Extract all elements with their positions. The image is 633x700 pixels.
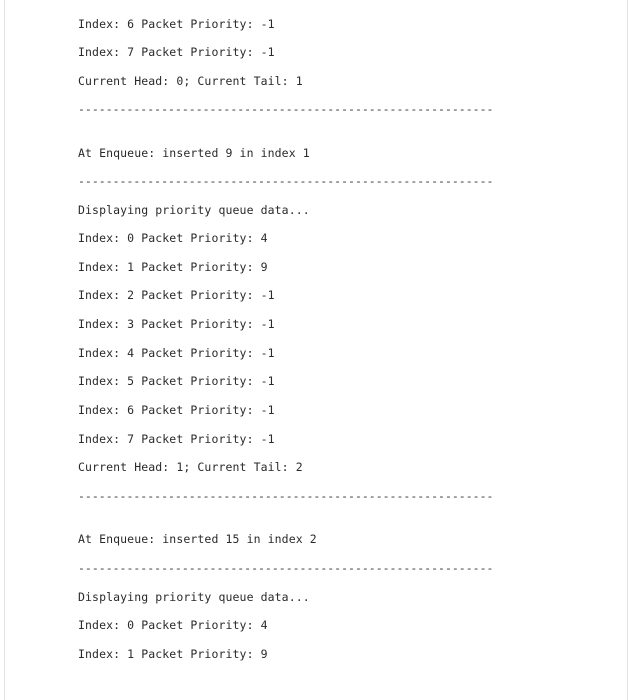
separator-line: ------------------------------------------------------------	[78, 174, 494, 188]
output-line: At Enqueue: inserted 15 in index 2	[78, 532, 317, 546]
output-line: Index: 1 Packet Priority: 9	[78, 260, 268, 274]
output-line: Current Head: 0; Current Tail: 1	[78, 74, 303, 88]
separator-line: ------------------------------------------------------------	[78, 489, 494, 503]
output-line: Index: 1 Packet Priority: 9	[78, 647, 268, 661]
output-line: Index: 6 Packet Priority: -1	[78, 403, 275, 417]
output-line: Index: 4 Packet Priority: -1	[78, 346, 275, 360]
output-line: Displaying priority queue data...	[78, 590, 310, 604]
output-lines	[5, 0, 627, 700]
separator-line: ------------------------------------------------------------	[78, 102, 494, 116]
output-line: Index: 2 Packet Priority: -1	[78, 288, 275, 302]
output-line: Index: 6 Packet Priority: -1	[78, 17, 275, 31]
output-line: Current Head: 1; Current Tail: 2	[78, 460, 303, 474]
output-line: Index: 0 Packet Priority: 4	[78, 618, 268, 632]
output-line: Displaying priority queue data...	[78, 203, 310, 217]
output-line: Index: 7 Packet Priority: -1	[78, 45, 275, 59]
output-line: At Enqueue: inserted 9 in index 1	[78, 146, 310, 160]
output-line: Index: 3 Packet Priority: -1	[78, 317, 275, 331]
console-output-page	[4, 0, 628, 700]
separator-line: ------------------------------------------------------------	[78, 561, 494, 575]
output-line: Index: 5 Packet Priority: -1	[78, 374, 275, 388]
output-line: Index: 0 Packet Priority: 4	[78, 231, 268, 245]
output-line: Index: 7 Packet Priority: -1	[78, 432, 275, 446]
